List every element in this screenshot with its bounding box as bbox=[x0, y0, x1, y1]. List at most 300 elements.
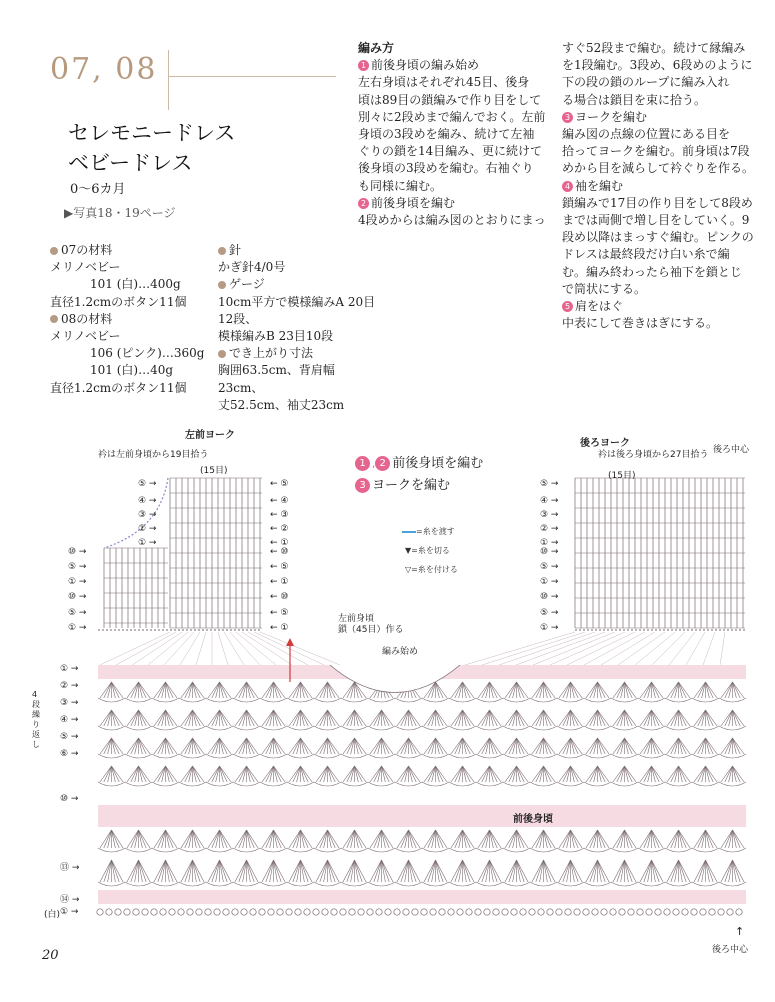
fan-stitch-row bbox=[571, 710, 579, 726]
fan-stitch-row-arc bbox=[233, 782, 260, 786]
fan-stitch-row-arc bbox=[179, 698, 206, 702]
fan-stitch-row bbox=[706, 738, 714, 754]
fan-stitch-row-arc bbox=[611, 754, 638, 758]
fan-stitch-row-arc bbox=[287, 698, 314, 702]
fan-stitch-row bbox=[598, 682, 606, 698]
title-line-2: ベビードレス bbox=[68, 151, 193, 175]
fan-stitch-row-arc bbox=[368, 848, 395, 852]
armhole-diagonal bbox=[635, 632, 675, 665]
fan-stitch-row bbox=[401, 738, 409, 754]
materials-08-button: 直径1.2cmのボタン11個 bbox=[50, 380, 187, 395]
fan-stitch-row bbox=[347, 860, 355, 882]
fan-stitch-row bbox=[482, 766, 490, 782]
fan-stitch-row bbox=[401, 830, 409, 848]
fan-stitch-row bbox=[212, 682, 220, 698]
fan-stitch-row bbox=[193, 738, 201, 754]
instructions-column-2 bbox=[562, 40, 762, 332]
fan-stitch-row bbox=[490, 830, 498, 848]
edge-loop bbox=[205, 909, 211, 915]
armhole-diagonal bbox=[516, 632, 605, 665]
fan-stitch-row-arc bbox=[314, 754, 341, 758]
row-number-label: ② → bbox=[60, 681, 79, 691]
fan-stitch-row bbox=[571, 766, 579, 782]
fan-stitch-row bbox=[220, 682, 228, 698]
armhole-diagonal bbox=[669, 632, 695, 665]
armhole-diagonal bbox=[248, 632, 308, 665]
finished-size-heading: でき上がり寸法 bbox=[229, 346, 314, 361]
fan-stitch-row bbox=[706, 710, 714, 726]
armhole-diagonal bbox=[260, 632, 340, 665]
fan-stitch-row bbox=[598, 830, 606, 848]
fan-stitch-row bbox=[328, 710, 336, 726]
edge-loop bbox=[340, 909, 346, 915]
start-arrow-head bbox=[286, 638, 294, 646]
fan-stitch-row bbox=[671, 766, 679, 782]
fan-stitch-row bbox=[328, 830, 336, 848]
fan-stitch-row bbox=[355, 860, 363, 882]
fan-stitch-row bbox=[220, 738, 228, 754]
step-number-icon: 5 bbox=[562, 301, 573, 312]
fan-stitch-row-arc bbox=[692, 698, 719, 702]
edge-loop bbox=[331, 909, 337, 915]
instruction-line: で筒状にする。 bbox=[562, 281, 647, 296]
fan-stitch-row bbox=[185, 830, 193, 848]
cut-yarn-icon: ▼ bbox=[405, 546, 412, 555]
fan-stitch-row-arc bbox=[395, 882, 422, 886]
fan-stitch-row-arc bbox=[557, 782, 584, 786]
instruction-line: 別々に2段めまで編んでおく。左前 bbox=[358, 109, 546, 124]
edge-loop bbox=[358, 909, 364, 915]
step-2-text bbox=[358, 212, 553, 229]
fan-stitch-row bbox=[455, 766, 463, 782]
fan-stitch-row bbox=[544, 682, 552, 698]
fan-stitch-row bbox=[563, 682, 571, 698]
fan-stitch-row bbox=[247, 738, 255, 754]
fan-stitch-row bbox=[247, 766, 255, 782]
fan-stitch-row bbox=[274, 766, 282, 782]
fan-stitch-row bbox=[401, 766, 409, 782]
instruction-line: る場合は鎖目を束に拾う。 bbox=[562, 92, 707, 107]
row-number-label: ⑤ → bbox=[68, 608, 87, 618]
carry-yarn-icon bbox=[402, 531, 416, 533]
fan-stitch-row bbox=[455, 830, 463, 848]
fan-stitch-row bbox=[490, 766, 498, 782]
fan-stitch-row bbox=[139, 766, 147, 782]
fan-stitch-row-arc bbox=[557, 698, 584, 702]
fan-stitch-row bbox=[436, 766, 444, 782]
row-white-label: (白) bbox=[44, 910, 61, 920]
edge-loop bbox=[646, 909, 652, 915]
fan-stitch-row bbox=[509, 860, 517, 882]
armhole-diagonal bbox=[230, 632, 260, 665]
fan-stitch-row-arc bbox=[449, 782, 476, 786]
fan-stitch-row bbox=[274, 738, 282, 754]
fan-stitch-row-arc bbox=[503, 726, 530, 730]
fan-stitch-row-arc bbox=[260, 726, 287, 730]
fan-stitch-row-arc bbox=[422, 782, 449, 786]
fan-stitch-row-arc bbox=[692, 848, 719, 852]
legend-cut-yarn: ▼=糸を切る bbox=[405, 546, 450, 555]
instruction-line: 頃は89目の鎖編みで作り目をして bbox=[358, 92, 542, 107]
fan-stitch-row-arc bbox=[152, 848, 179, 852]
edge-loop bbox=[520, 909, 526, 915]
armhole-diagonal bbox=[132, 632, 182, 665]
join-yarn-icon: ▽ bbox=[405, 565, 412, 574]
fan-stitch-row bbox=[536, 860, 544, 882]
fan-stitch-row bbox=[544, 710, 552, 726]
fan-stitch-row bbox=[428, 738, 436, 754]
row-number-label: ← ⑩ bbox=[270, 592, 289, 602]
fan-stitch-row bbox=[617, 766, 625, 782]
fan-stitch-row bbox=[374, 710, 382, 726]
materials-08-amount-pink: 106 (ピンク)…360g bbox=[90, 346, 205, 361]
fan-stitch-row bbox=[212, 710, 220, 726]
fan-stitch-row-arc bbox=[287, 726, 314, 730]
fan-stitch-row bbox=[212, 830, 220, 848]
fan-stitch-row bbox=[193, 682, 201, 698]
fan-stitch-row-arc bbox=[692, 726, 719, 730]
fan-stitch-row bbox=[139, 710, 147, 726]
fan-stitch-row bbox=[301, 766, 309, 782]
fan-stitch-row bbox=[671, 710, 679, 726]
edge-loop bbox=[196, 909, 202, 915]
instruction-line: 4段めからは編み図のとおりにまっ bbox=[358, 213, 546, 228]
fan-stitch-row bbox=[347, 830, 355, 848]
fan-stitch-row-arc bbox=[260, 848, 287, 852]
fan-stitch-row-arc bbox=[719, 782, 746, 786]
instruction-line: 中表にして巻きはぎにする。 bbox=[562, 316, 719, 331]
instruction-line: すぐ52段まで編む。続けて縁編み bbox=[562, 41, 746, 55]
fan-stitch-row bbox=[652, 682, 660, 698]
fan-stitch-row-arc bbox=[260, 782, 287, 786]
fan-stitch-row bbox=[625, 710, 633, 726]
armhole-diagonal bbox=[164, 632, 194, 665]
fan-stitch-row bbox=[112, 766, 120, 782]
instructions-column-1 bbox=[358, 40, 553, 229]
fan-stitch-row-arc bbox=[206, 848, 233, 852]
fan-stitch-row bbox=[625, 738, 633, 754]
fan-stitch-row bbox=[463, 860, 471, 882]
fan-stitch-row bbox=[274, 830, 282, 848]
fan-stitch-row bbox=[293, 738, 301, 754]
fan-stitch-row bbox=[725, 738, 733, 754]
fan-stitch-row bbox=[166, 738, 174, 754]
fan-stitch-row-arc bbox=[503, 782, 530, 786]
step-1-text bbox=[358, 74, 553, 194]
fan-stitch-row-arc bbox=[287, 882, 314, 886]
fan-stitch-row bbox=[463, 682, 471, 698]
fan-stitch-row-arc bbox=[179, 782, 206, 786]
edge-loop bbox=[610, 909, 616, 915]
fan-stitch-row bbox=[652, 710, 660, 726]
edge-loop bbox=[709, 909, 715, 915]
armhole-diagonal bbox=[116, 632, 176, 665]
fan-stitch-row-arc bbox=[341, 698, 368, 702]
instruction-line: 後身頃の3段めを編む。右袖ぐり bbox=[358, 161, 534, 176]
fan-stitch-row bbox=[463, 738, 471, 754]
gauge-heading: ゲージ bbox=[229, 277, 265, 292]
fan-stitch-row bbox=[698, 766, 706, 782]
fan-stitch-row bbox=[625, 682, 633, 698]
fan-stitch-row bbox=[401, 710, 409, 726]
row-number-label: ← ④ bbox=[270, 496, 289, 506]
fan-stitch-row bbox=[617, 830, 625, 848]
fan-stitch-row-arc bbox=[125, 754, 152, 758]
row-number-label: ← ⑤ bbox=[270, 479, 289, 489]
fan-stitch-row bbox=[355, 738, 363, 754]
armhole-diagonal bbox=[254, 632, 324, 665]
fan-stitch-row bbox=[698, 682, 706, 698]
fan-stitch-row-arc bbox=[638, 726, 665, 730]
fan-stitch-row-arc bbox=[476, 698, 503, 702]
fan-stitch-row-arc bbox=[665, 698, 692, 702]
row-number-label: ← ① bbox=[270, 538, 289, 548]
fan-stitch-row bbox=[301, 860, 309, 882]
edge-loop bbox=[466, 909, 472, 915]
fan-stitch-row-arc bbox=[557, 848, 584, 852]
fan-stitch-row bbox=[131, 860, 139, 882]
edge-loop bbox=[250, 909, 256, 915]
edge-loop bbox=[286, 909, 292, 915]
row-number-label: ← ③ bbox=[270, 510, 289, 520]
fan-stitch-row bbox=[301, 710, 309, 726]
fan-stitch-row bbox=[536, 830, 544, 848]
edge-loop bbox=[682, 909, 688, 915]
row-number-label: ⑥ → bbox=[60, 749, 79, 759]
step-2-circle-icon: 2 bbox=[375, 456, 390, 471]
instruction-line: 編み図の点線の位置にある目を bbox=[562, 127, 731, 142]
fan-stitch-row bbox=[644, 860, 652, 882]
fan-stitch-row bbox=[166, 766, 174, 782]
left-front-chain-label: 左前身頃 鎖（45目）作る bbox=[338, 614, 404, 635]
fan-stitch-row-arc bbox=[584, 848, 611, 852]
step-3-text-label: ヨークを編む bbox=[372, 478, 451, 493]
fan-stitch-row bbox=[598, 710, 606, 726]
row-number-label: ⑤ → bbox=[60, 732, 79, 742]
row-number-label: ⑤ → bbox=[540, 479, 559, 489]
fan-stitch-row bbox=[733, 766, 741, 782]
fan-stitch-row-arc bbox=[422, 848, 449, 852]
fan-stitch-row bbox=[563, 738, 571, 754]
armhole-diagonal bbox=[652, 632, 685, 665]
back-pickup-note: 衿は後ろ身頃から27目拾う bbox=[598, 450, 709, 460]
fan-stitch-row bbox=[104, 860, 112, 882]
fan-stitch-row bbox=[625, 766, 633, 782]
fan-stitch-row bbox=[482, 710, 490, 726]
edge-loop bbox=[322, 909, 328, 915]
row-number-label: ③ → bbox=[540, 510, 559, 520]
row-number-label: ③ → bbox=[138, 510, 157, 520]
edge-loop bbox=[97, 909, 103, 915]
fan-stitch-row bbox=[139, 682, 147, 698]
fan-stitch-row bbox=[733, 860, 741, 882]
fan-stitch-row bbox=[509, 682, 517, 698]
step-3-title: ヨークを編む bbox=[575, 109, 648, 124]
edge-loop bbox=[691, 909, 697, 915]
fan-stitch-row bbox=[625, 830, 633, 848]
fan-stitch-row-arc bbox=[557, 754, 584, 758]
fan-stitch-row-arc bbox=[611, 726, 638, 730]
row-number-label: ③ → bbox=[60, 698, 79, 708]
neck-chain bbox=[104, 478, 168, 548]
fan-stitch-row bbox=[590, 766, 598, 782]
fan-stitch-row bbox=[544, 860, 552, 882]
materials-07-button: 直径1.2cmのボタン11個 bbox=[50, 294, 187, 309]
fan-stitch-row-arc bbox=[395, 754, 422, 758]
instruction-line: 拾ってヨークを編む。前身頃は7段 bbox=[562, 144, 750, 159]
photo-reference: ▶写真18・19ページ bbox=[64, 206, 176, 220]
fan-stitch-row bbox=[193, 830, 201, 848]
bullet-dot-icon bbox=[218, 350, 226, 358]
fan-stitch-row bbox=[347, 710, 355, 726]
row-number-label: ① → bbox=[540, 538, 559, 548]
fan-stitch-row bbox=[482, 682, 490, 698]
fan-stitch-row bbox=[374, 830, 382, 848]
fan-stitch-row-arc bbox=[449, 848, 476, 852]
edge-loop bbox=[178, 909, 184, 915]
fan-stitch-row bbox=[725, 710, 733, 726]
instructions-heading: 編み方 bbox=[358, 41, 395, 55]
instruction-line: ドレスは最終段だけ白い糸で編 bbox=[562, 247, 730, 262]
fan-stitch-row bbox=[239, 710, 247, 726]
armhole-diagonal bbox=[148, 632, 188, 665]
fan-stitch-row bbox=[139, 738, 147, 754]
fan-stitch-row bbox=[112, 682, 120, 698]
fan-stitch-row-arc bbox=[719, 882, 746, 886]
step-title-3 bbox=[355, 474, 450, 493]
armhole-diagonal bbox=[686, 632, 705, 665]
fan-stitch-row-arc bbox=[206, 754, 233, 758]
fan-stitch-row-arc bbox=[233, 726, 260, 730]
fan-stitch-row-arc bbox=[125, 698, 152, 702]
header-rule bbox=[168, 76, 336, 77]
materials-08-heading: 08の材料 bbox=[61, 311, 113, 326]
fan-stitch-row-arc bbox=[584, 782, 611, 786]
fan-stitch-row bbox=[625, 860, 633, 882]
left-yoke-label: 左前ヨーク bbox=[185, 430, 235, 441]
fan-stitch-row bbox=[131, 766, 139, 782]
fan-stitch-row bbox=[247, 860, 255, 882]
fan-stitch-row bbox=[409, 738, 417, 754]
edge-loop bbox=[223, 909, 229, 915]
row-number-label: ① → bbox=[68, 577, 87, 587]
fan-stitch-row bbox=[509, 710, 517, 726]
instruction-line: 下の段の鎖のループに編み入れ bbox=[562, 75, 730, 90]
fan-stitch-row bbox=[725, 860, 733, 882]
fan-stitch-row-arc bbox=[530, 726, 557, 730]
fan-stitch-row bbox=[679, 710, 687, 726]
fan-stitch-row-arc bbox=[125, 726, 152, 730]
fan-stitch-row bbox=[409, 766, 417, 782]
materials-08-yarn: メリノベビー bbox=[50, 329, 121, 344]
fan-stitch-row-arc bbox=[611, 882, 638, 886]
back-center-top-label: 後ろ中心 bbox=[713, 445, 750, 455]
fan-stitch-row bbox=[112, 710, 120, 726]
fan-stitch-row bbox=[536, 682, 544, 698]
edge-loop bbox=[457, 909, 463, 915]
edge-loop bbox=[412, 909, 418, 915]
fan-stitch-row bbox=[382, 738, 390, 754]
fan-stitch-row bbox=[112, 830, 120, 848]
armhole-diagonal bbox=[720, 632, 725, 665]
edge-loop bbox=[574, 909, 580, 915]
fan-stitch-row bbox=[328, 766, 336, 782]
row-number-label: ② → bbox=[138, 524, 157, 534]
edge-loop bbox=[394, 909, 400, 915]
row-number-label: ← ① bbox=[270, 623, 289, 633]
fan-stitch-row bbox=[679, 830, 687, 848]
fan-stitch-row bbox=[617, 682, 625, 698]
row-number-label: ① → bbox=[540, 577, 559, 587]
fan-stitch-row-arc bbox=[665, 782, 692, 786]
edge-loop bbox=[502, 909, 508, 915]
size-range: 0〜6カ月 bbox=[70, 182, 126, 197]
edge-loop bbox=[529, 909, 535, 915]
fan-stitch-row-arc bbox=[476, 848, 503, 852]
fan-stitch-row-arc bbox=[638, 848, 665, 852]
pattern-number: 07, 08 bbox=[50, 52, 158, 87]
fan-stitch-row-arc bbox=[314, 782, 341, 786]
fan-stitch-row bbox=[274, 682, 282, 698]
edge-loop bbox=[277, 909, 283, 915]
fan-stitch-row-arc bbox=[179, 726, 206, 730]
fan-stitch-row bbox=[536, 738, 544, 754]
fan-stitch-row bbox=[158, 738, 166, 754]
fan-stitch-row bbox=[617, 710, 625, 726]
edge-loop bbox=[421, 909, 427, 915]
edge-loop bbox=[547, 909, 553, 915]
fan-stitch-row bbox=[131, 710, 139, 726]
bullet-dot-icon bbox=[218, 247, 226, 255]
fan-stitch-row bbox=[355, 830, 363, 848]
step-2-title: 前後身頃を編む bbox=[371, 195, 456, 210]
fan-stitch-row-arc bbox=[395, 782, 422, 786]
fan-stitch-row bbox=[536, 766, 544, 782]
row-number-label: ⑬ → bbox=[60, 863, 80, 873]
materials-07-heading: 07の材料 bbox=[61, 243, 113, 257]
row-number-label: ④ → bbox=[540, 496, 559, 506]
fan-stitch-row bbox=[598, 738, 606, 754]
fan-stitch-row bbox=[158, 830, 166, 848]
fan-stitch-row bbox=[104, 766, 112, 782]
fan-stitch-row-arc bbox=[341, 754, 368, 758]
fan-stitch-row-arc bbox=[98, 726, 125, 730]
fan-stitch-row-arc bbox=[368, 698, 395, 702]
fan-stitch-row bbox=[239, 860, 247, 882]
fan-stitch-row-arc bbox=[206, 882, 233, 886]
fan-stitch-row-arc bbox=[152, 782, 179, 786]
fan-stitch-row bbox=[320, 710, 328, 726]
row-number-label: ⑤ → bbox=[540, 562, 559, 572]
fan-stitch-row bbox=[490, 710, 498, 726]
fan-stitch-row bbox=[436, 860, 444, 882]
edge-loop bbox=[736, 909, 742, 915]
step-5-title: 肩をはぐ bbox=[575, 299, 624, 314]
fan-stitch-row bbox=[104, 830, 112, 848]
finished-size-line-1: 胸囲63.5cm、背肩幅23cm、 bbox=[218, 363, 335, 395]
fan-stitch-row bbox=[571, 738, 579, 754]
title-line-1: セレモニードレス bbox=[68, 121, 236, 145]
edge-loop bbox=[655, 909, 661, 915]
fan-stitch-row-arc bbox=[395, 848, 422, 852]
fan-stitch-row bbox=[320, 682, 328, 698]
fan-stitch-row bbox=[463, 830, 471, 848]
fan-stitch-row-arc bbox=[611, 698, 638, 702]
fan-stitch-row bbox=[274, 710, 282, 726]
fan-stitch-row bbox=[428, 766, 436, 782]
fan-stitch-row bbox=[644, 830, 652, 848]
fan-stitch-row-arc bbox=[584, 698, 611, 702]
